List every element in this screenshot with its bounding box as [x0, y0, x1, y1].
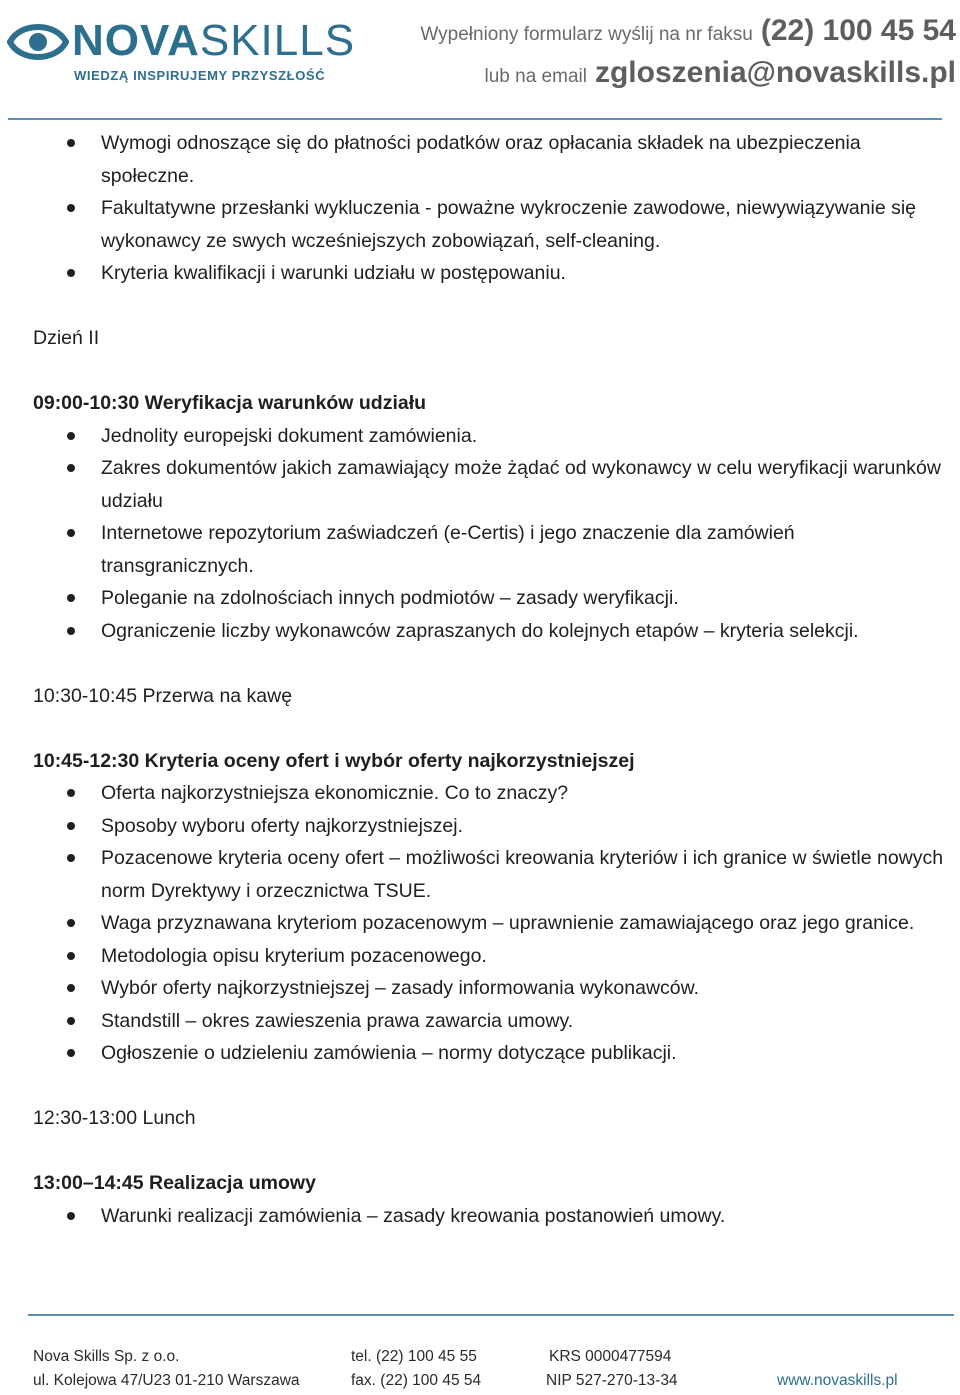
header-divider	[8, 118, 942, 120]
footer-nip: NIP 527-270-13-34	[546, 1372, 678, 1389]
program-content	[0, 127, 960, 1232]
fax-number: (22) 100 45 54	[760, 14, 956, 47]
logo-word-nova: NOVA	[72, 16, 200, 65]
logo-tagline: WIEDZĄ INSPIRUJEMY PRZYSZŁOŚĆ	[74, 68, 326, 83]
session3-list	[0, 1200, 960, 1233]
bullet-icon	[67, 1049, 75, 1057]
list-item: Pozacenowe kryteria oceny ofert – możliwości kreowania kryteriów i ich granice w świetle nowych norm Dyrektywy i orzecznictwa TSUE.	[0, 842, 960, 907]
bullet-icon	[67, 919, 75, 927]
bullet-icon	[67, 464, 75, 472]
bullet-icon	[67, 854, 75, 862]
list-item: Ogłoszenie o udzieleniu zamówienia – normy dotyczące publikacji.	[0, 1037, 960, 1070]
list-item: Zakres dokumentów jakich zamawiający może żądać od wykonawcy w celu weryfikacji warunków udziału	[0, 452, 960, 517]
logo-word-skills: SKILLS	[199, 16, 356, 65]
footer-fax: fax. (22) 100 45 54	[351, 1372, 482, 1389]
email-link[interactable]: zgloszenia@novaskills.pl	[594, 56, 956, 89]
lunch-break: 12:30-13:00 Lunch	[33, 1107, 196, 1129]
bullet-icon	[67, 627, 75, 635]
intro-list	[0, 127, 960, 290]
fax-label: Wypełniony formularz wyślij na nr faksu	[420, 24, 753, 45]
footer-company: Nova Skills Sp. z o.o.	[33, 1348, 180, 1365]
logo-wordmark	[72, 16, 355, 66]
page-footer	[0, 1344, 960, 1394]
list-item: Poleganie na zdolnościach innych podmiotów – zasady weryfikacji.	[0, 582, 960, 615]
list-item: Oferta najkorzystniejsza ekonomicznie. Co to znaczy?	[0, 777, 960, 810]
bullet-icon	[67, 204, 75, 212]
footer-address: ul. Kolejowa 47/U23 01-210 Warszawa	[33, 1372, 300, 1389]
email-label: lub na email	[484, 66, 587, 87]
session2-list	[0, 777, 960, 1070]
day-label: Dzień II	[33, 327, 100, 349]
session1-list	[0, 420, 960, 648]
list-item: Ograniczenie liczby wykonawców zapraszanych do kolejnych etapów – kryteria selekcji.	[0, 615, 960, 648]
email-contact	[485, 56, 956, 90]
list-item: Internetowe repozytorium zaświadczeń (e-Certis) i jego znaczenie dla zamówień transgranicznych.	[0, 517, 960, 582]
eye-logo-icon	[6, 12, 70, 72]
list-item: Wymogi odnoszące się do płatności podatków oraz opłacania składek na ubezpieczenia społeczne.	[0, 127, 960, 192]
bullet-icon	[67, 594, 75, 602]
list-item: Warunki realizacji zamówienia – zasady kreowania postanowień umowy.	[0, 1200, 960, 1233]
footer-krs: KRS 0000477594	[549, 1348, 672, 1365]
bullet-icon	[67, 952, 75, 960]
bullet-icon	[67, 529, 75, 537]
bullet-icon	[67, 432, 75, 440]
bullet-icon	[67, 1017, 75, 1025]
bullet-icon	[67, 1212, 75, 1220]
page-header	[0, 0, 960, 122]
footer-divider	[28, 1314, 954, 1316]
list-item: Jednolity europejski dokument zamówienia.	[0, 420, 960, 453]
bullet-icon	[67, 984, 75, 992]
coffee-break: 10:30-10:45 Przerwa na kawę	[33, 684, 293, 707]
novaskills-logo	[6, 10, 356, 90]
footer-website-link[interactable]: www.novaskills.pl	[777, 1372, 898, 1389]
footer-tel: tel. (22) 100 45 55	[351, 1348, 477, 1365]
fax-contact	[420, 14, 956, 48]
list-item: Waga przyznawana kryteriom pozacenowym – uprawnienie zamawiającego oraz jego granice.	[0, 907, 960, 940]
list-item: Sposoby wyboru oferty najkorzystniejszej.	[0, 810, 960, 843]
bullet-icon	[67, 789, 75, 797]
bullet-icon	[67, 822, 75, 830]
bullet-icon	[67, 139, 75, 147]
session-title: 09:00-10:30 Weryfikacja warunków udziału	[33, 392, 427, 414]
bullet-icon	[67, 269, 75, 277]
list-item: Fakultatywne przesłanki wykluczenia - poważne wykroczenie zawodowe, niewywiązywanie się wykonawcy ze swych wcześniejszych zobowiązań, self-cleaning.	[0, 192, 960, 257]
list-item: Metodologia opisu kryterium pozacenowego.	[0, 940, 960, 973]
session-title: 10:45-12:30 Kryteria oceny ofert i wybór oferty najkorzystniejszej	[33, 749, 635, 772]
list-item: Standstill – okres zawieszenia prawa zawarcia umowy.	[0, 1005, 960, 1038]
session-title: 13:00–14:45 Realizacja umowy	[33, 1172, 316, 1194]
list-item: Kryteria kwalifikacji i warunki udziału w postępowaniu.	[0, 257, 960, 290]
list-item: Wybór oferty najkorzystniejszej – zasady informowania wykonawców.	[0, 972, 960, 1005]
